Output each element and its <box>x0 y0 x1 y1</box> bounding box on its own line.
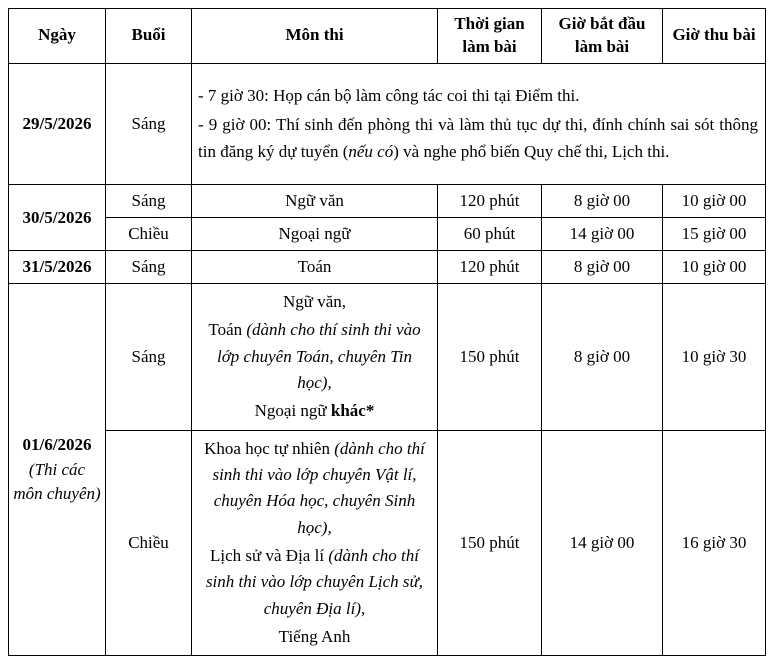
date-cell-may30: 30/5/2026 <box>9 184 106 250</box>
date-text: 01/6/2026 <box>22 435 92 455</box>
duration-cell-may30-afternoon: 60 phút <box>438 217 542 250</box>
row-jun01-afternoon <box>9 430 766 656</box>
session-cell-jun01-morning: Sáng <box>106 283 192 430</box>
collect-cell-jun01-morning: 10 giờ 30 <box>663 283 766 430</box>
session-cell-may29-morning: Sáng <box>106 63 192 184</box>
date-note-text: (Thi các môn chuyên) <box>13 459 101 504</box>
session-cell-may30-morning: Sáng <box>106 184 192 217</box>
start-cell-jun01-afternoon: 14 giờ 00 <box>542 430 663 656</box>
subject-line-2: Lịch sử và Địa lí (dành cho thí sinh thi vào lớp chuyên Lịch sử, chuyên Địa lí), <box>205 545 424 618</box>
collect-cell-jun01-afternoon: 16 giờ 30 <box>663 430 766 656</box>
start-cell-may30-afternoon: 14 giờ 00 <box>542 217 663 250</box>
col-header-collect-time: Giờ thu bài <box>663 9 766 64</box>
subject-cell-jun01-morning <box>192 283 438 430</box>
row-may30-afternoon <box>9 217 766 250</box>
start-cell-may30-morning: 8 giờ 00 <box>542 184 663 217</box>
col-header-duration: Thời gian làm bài <box>438 9 542 64</box>
start-cell-may31: 8 giờ 00 <box>542 250 663 283</box>
duration-cell-jun01-afternoon: 150 phút <box>438 430 542 656</box>
duration-cell-may31: 120 phút <box>438 250 542 283</box>
subject-line-2: Toán (dành cho thí sinh thi vào lớp chuyên Toán, chuyên Tin học), <box>208 320 421 392</box>
exam-notes-cell <box>192 63 766 184</box>
subject-line-1: Ngữ văn, <box>282 291 347 311</box>
row-jun01-morning <box>9 283 766 430</box>
col-header-subject: Môn thi <box>192 9 438 64</box>
start-cell-jun01-morning: 8 giờ 00 <box>542 283 663 430</box>
collect-cell-may30-morning: 10 giờ 00 <box>663 184 766 217</box>
date-cell-may29: 29/5/2026 <box>9 63 106 184</box>
note-line-1: - 7 giờ 30: Họp cán bộ làm công tác coi thi tại Điểm thi. <box>198 86 580 106</box>
date-cell-jun01 <box>9 283 106 655</box>
collect-cell-may30-afternoon: 15 giờ 00 <box>663 217 766 250</box>
row-may30-morning <box>9 184 766 217</box>
col-header-session: Buổi <box>106 9 192 64</box>
subject-line-3: Ngoại ngữ khác* <box>254 401 375 421</box>
subject-line-3: Tiếng Anh <box>278 627 351 646</box>
header-row <box>9 9 766 64</box>
session-cell-may31: Sáng <box>106 250 192 283</box>
date-cell-may31: 31/5/2026 <box>9 250 106 283</box>
duration-cell-may30-morning: 120 phút <box>438 184 542 217</box>
session-cell-jun01-afternoon: Chiều <box>106 430 192 656</box>
col-header-start-time: Giờ bắt đầu làm bài <box>542 9 663 64</box>
subject-cell-may30-afternoon: Ngoại ngữ <box>192 217 438 250</box>
col-header-date: Ngày <box>9 9 106 64</box>
exam-schedule-table <box>8 8 766 656</box>
subject-cell-jun01-afternoon <box>192 430 438 656</box>
duration-cell-jun01-morning: 150 phút <box>438 283 542 430</box>
subject-cell-may31: Toán <box>192 250 438 283</box>
subject-cell-may30-morning: Ngữ văn <box>192 184 438 217</box>
row-may31 <box>9 250 766 283</box>
subject-line-1: Khoa học tự nhiên (dành cho thí sinh thi vào lớp chuyên Vật lí, chuyên Hóa học, chuyên Sinh học), <box>204 438 425 537</box>
note-line-2: - 9 giờ 00: Thí sinh đến phòng thi và làm thủ tục dự thi, đính chính sai sót thông tin đăng ký dự tuyển (nếu có) và nghe phổ biến Quy chế thi, Lịch thi. <box>198 115 758 162</box>
collect-cell-may31: 10 giờ 00 <box>663 250 766 283</box>
row-may29 <box>9 63 766 184</box>
session-cell-may30-afternoon: Chiều <box>106 217 192 250</box>
